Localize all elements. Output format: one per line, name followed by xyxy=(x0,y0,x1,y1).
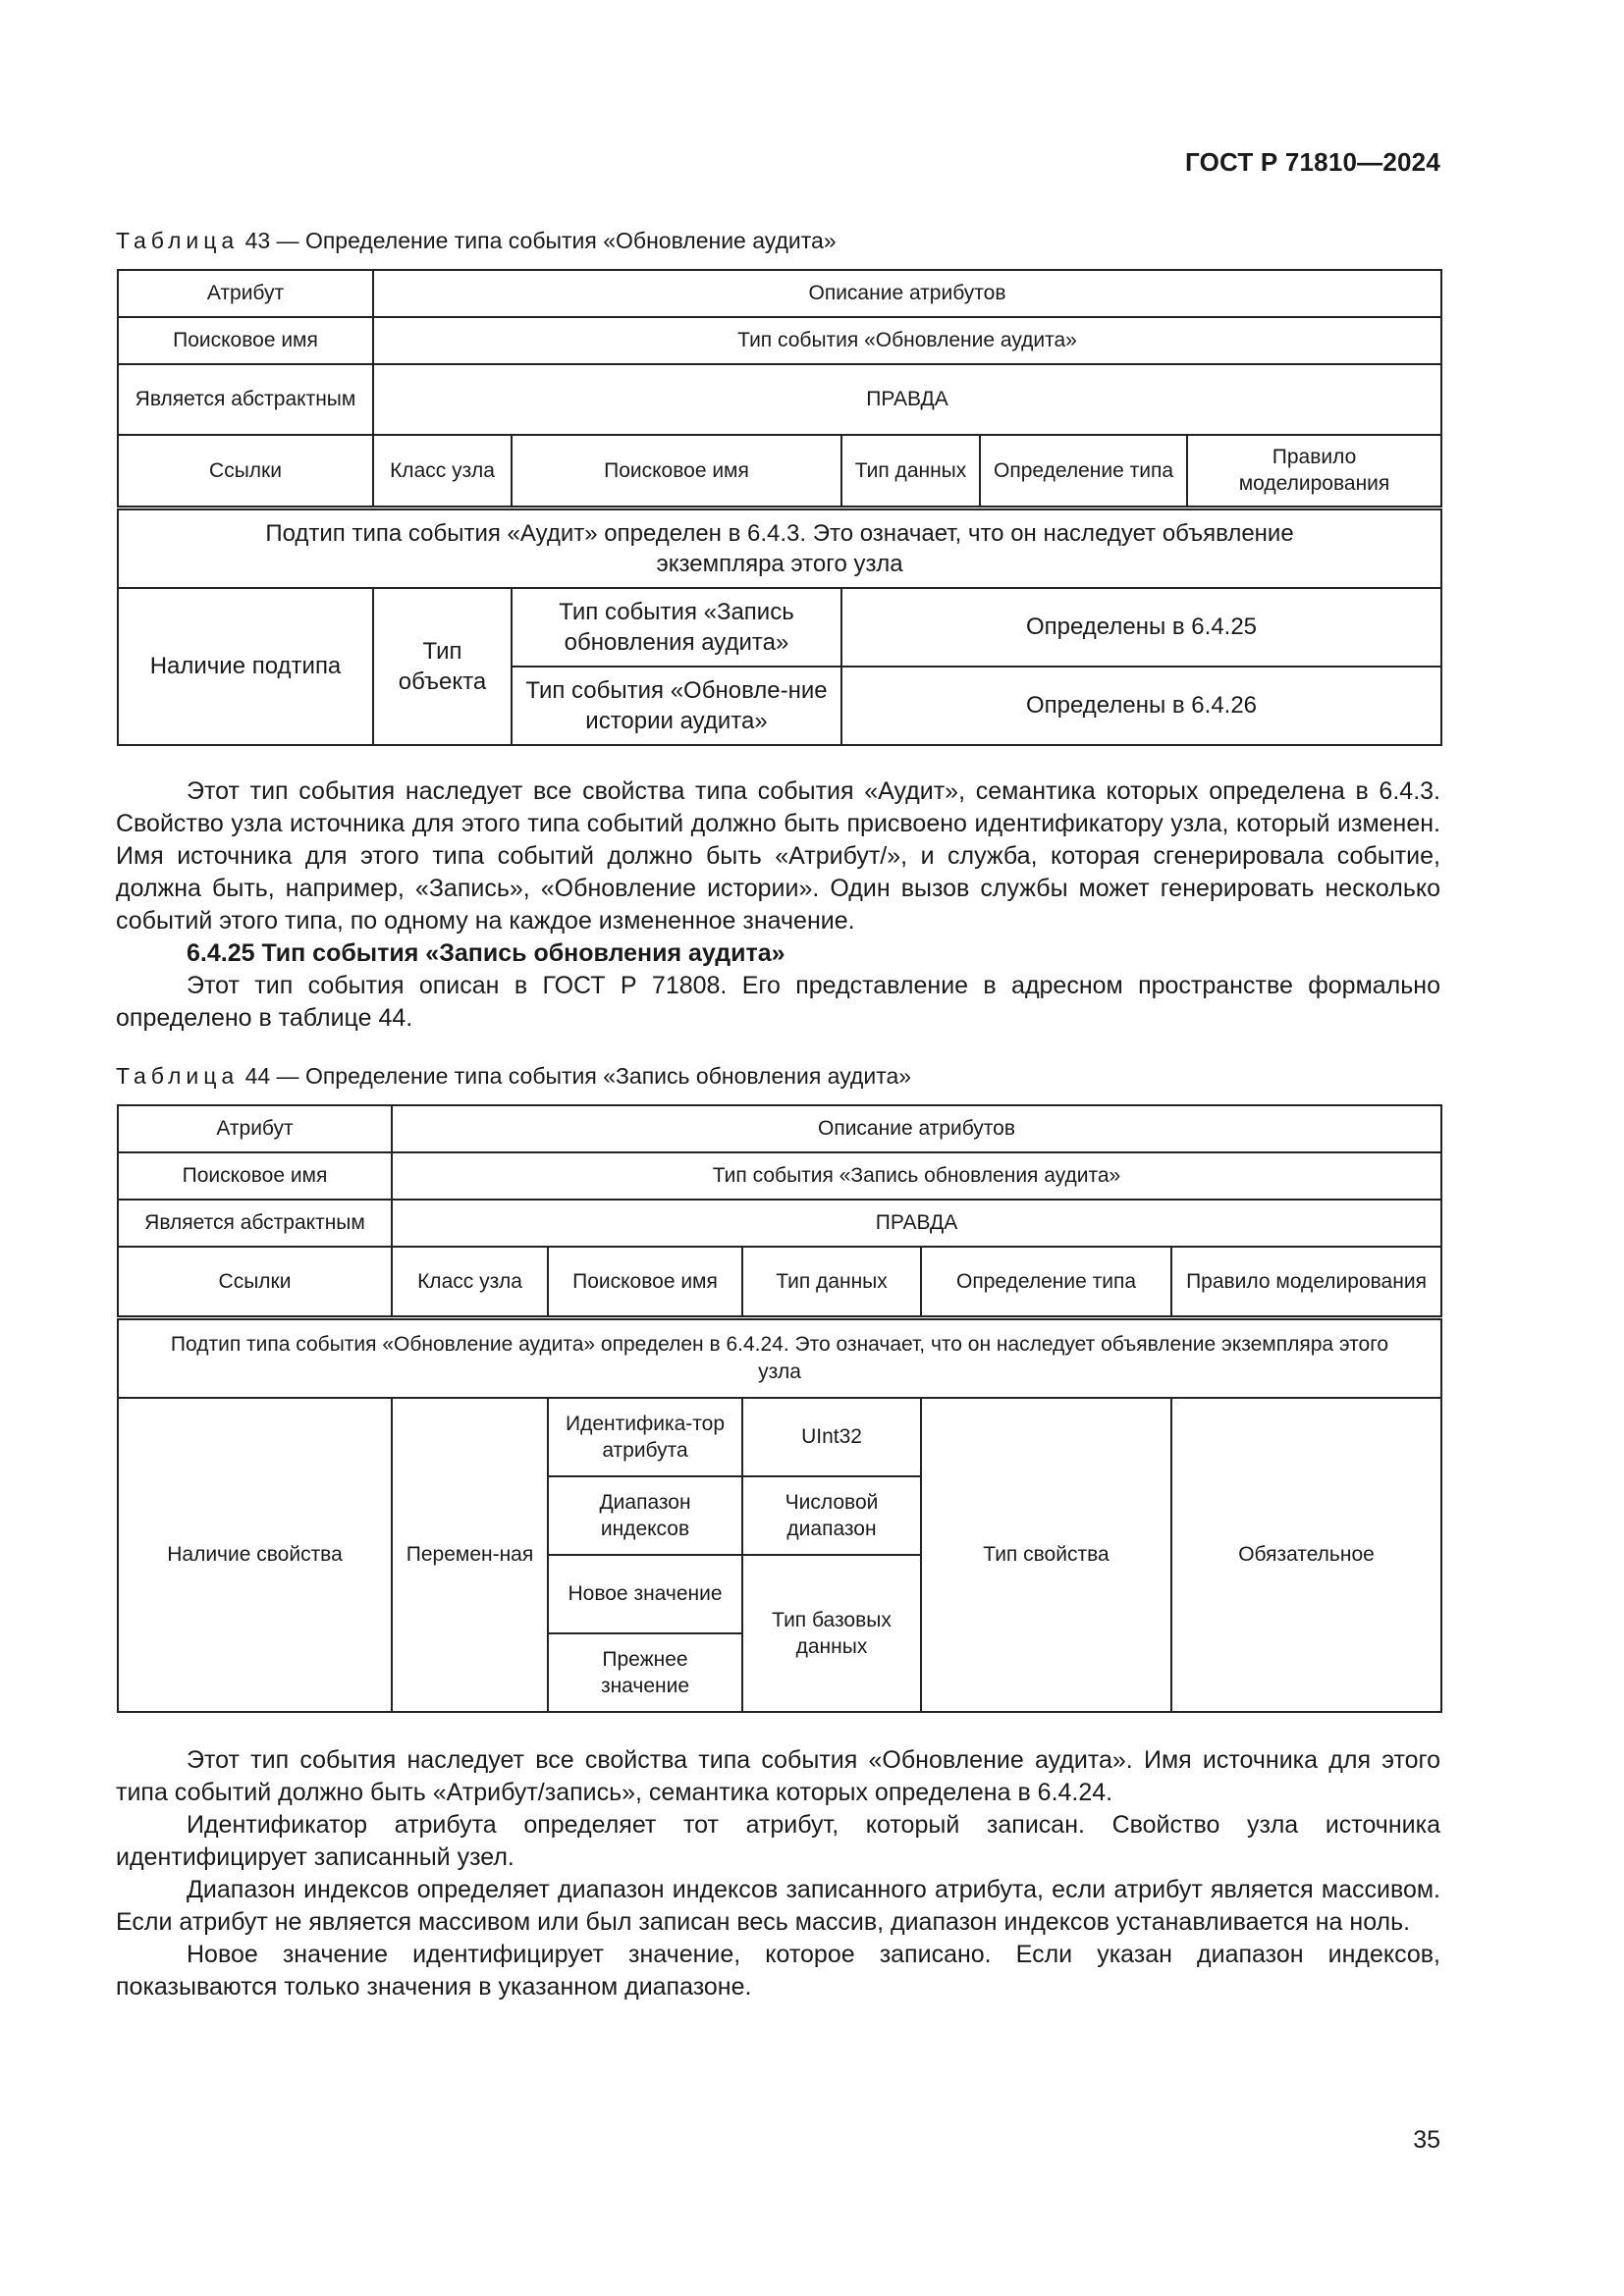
table-43-desc-header: Описание атрибутов xyxy=(373,270,1441,317)
table-43-caption: Таблица 43 — Определение типа события «Обновление аудита» xyxy=(116,228,837,253)
table-44-col-browse: Поисковое имя xyxy=(548,1247,742,1317)
page-number: 35 xyxy=(1413,2126,1440,2154)
table-43-sub2-name: Тип события «Обновле-ние истории аудита» xyxy=(512,667,841,745)
table-43-col-typedef: Определение типа xyxy=(980,435,1187,507)
paragraph: Этот тип события описан в ГОСТ Р 71808. Его представление в адресном пространстве формально определено в таблице 44. xyxy=(116,972,1440,1032)
table-44-col-node-class: Класс узла xyxy=(392,1247,548,1317)
table-43 xyxy=(117,269,1442,746)
table-44-caption: Таблица 44 — Определение типа события «Запись обновления аудита» xyxy=(116,1063,912,1089)
table-43-subtype-note: Подтип типа события «Аудит» определен в 6.4.3. Это означает, что он наследует объявление экземпляра этого узла xyxy=(118,507,1441,588)
table-44-base-type: Тип базовых данных xyxy=(742,1555,921,1712)
table-44-abstract-label: Является абстрактным xyxy=(118,1200,392,1247)
table-43-col-browse: Поисковое имя xyxy=(512,435,841,507)
table-44-desc-header: Описание атрибутов xyxy=(392,1105,1441,1152)
table-43-sub1-def: Определены в 6.4.25 xyxy=(841,588,1441,667)
table-43-attr-header: Атрибут xyxy=(118,270,373,317)
table-44-variable: Перемен-ная xyxy=(392,1398,548,1712)
table-43-browse-label: Поисковое имя xyxy=(118,317,373,364)
paragraph: Новое значение идентифицирует значение, которое записано. Если указан диапазон индексов, показываются только значения в указанном диапазоне. xyxy=(116,1941,1440,2001)
table-43-sub1-name: Тип события «Запись обновления аудита» xyxy=(512,588,841,667)
table-43-col-datatype: Тип данных xyxy=(841,435,980,507)
table-44-index-range-type: Числовой диапазон xyxy=(742,1476,921,1555)
table-44-index-range: Диапазон индексов xyxy=(548,1476,742,1555)
table-44-attr-header: Атрибут xyxy=(118,1105,392,1152)
table-43-abstract-value: ПРАВДА xyxy=(373,364,1441,435)
table-44-subtype-note: Подтип типа события «Обновление аудита» определен в 6.4.24. Это означает, что он наследует объявление экземпляра этого узла xyxy=(118,1317,1441,1398)
table-43-has-subtype: Наличие подтипа xyxy=(118,588,373,745)
table-44-attr-id: Идентифика-тор атрибута xyxy=(548,1398,742,1476)
table-44-browse-value: Тип события «Запись обновления аудита» xyxy=(392,1152,1441,1200)
table-44-col-rule: Правило моделирования xyxy=(1171,1247,1441,1317)
table-44 xyxy=(117,1104,1442,1713)
document-standard-number: ГОСТ Р 71810—2024 xyxy=(1185,147,1440,177)
table-44-old-value: Прежнее значение xyxy=(548,1633,742,1712)
section-heading-6-4-25: 6.4.25 Тип события «Запись обновления аудита» xyxy=(187,939,785,967)
text-block-1 xyxy=(116,775,1440,1035)
table-44-has-property: Наличие свойства xyxy=(118,1398,392,1712)
paragraph: Идентификатор атрибута определяет тот атрибут, который записан. Свойство узла источника идентифицирует записанный узел. xyxy=(116,1811,1440,1871)
paragraph: Диапазон индексов определяет диапазон индексов записанного атрибута, если атрибут является массивом. Если атрибут не является массивом или был записан весь массив, диапазон индексов устанавливается на ноль. xyxy=(116,1876,1440,1936)
table-43-abstract-label: Является абстрактным xyxy=(118,364,373,435)
table-44-new-value: Новое значение xyxy=(548,1555,742,1633)
table-44-property-type: Тип свойства xyxy=(921,1398,1171,1712)
table-43-refs-label: Ссылки xyxy=(118,435,373,507)
table-43-browse-value: Тип события «Обновление аудита» xyxy=(373,317,1441,364)
table-44-abstract-value: ПРАВДА xyxy=(392,1200,1441,1247)
table-43-object-type: Тип объекта xyxy=(373,588,512,745)
table-43-col-rule: Правило моделирования xyxy=(1187,435,1441,507)
table-44-col-datatype: Тип данных xyxy=(742,1247,921,1317)
table-43-col-node-class: Класс узла xyxy=(373,435,512,507)
table-44-mandatory: Обязательное xyxy=(1171,1398,1441,1712)
table-44-col-typedef: Определение типа xyxy=(921,1247,1171,1317)
table-43-sub2-def: Определены в 6.4.26 xyxy=(841,667,1441,745)
text-block-2 xyxy=(116,1744,1440,2003)
table-44-attr-id-type: UInt32 xyxy=(742,1398,921,1476)
paragraph: Этот тип события наследует все свойства типа события «Аудит», семантика которых определена в 6.4.3. Свойство узла источника для этого типа событий должно быть присвоено идентификатору узла, который изменен. Имя источника для этого типа событий должно быть «Атрибут/», и служба, которая сгенерировала событие, должна быть, например, «Запись», «Обновление истории». Один вызов службы может генерировать несколько событий этого типа, по одному на каждое измененное значение. xyxy=(116,777,1440,934)
table-44-refs-label: Ссылки xyxy=(118,1247,392,1317)
paragraph: Этот тип события наследует все свойства типа события «Обновление аудита». Имя источника для этого типа событий должно быть «Атрибут/запись», семантика которых определена в 6.4.24. xyxy=(116,1746,1440,1806)
table-44-browse-label: Поисковое имя xyxy=(118,1152,392,1200)
